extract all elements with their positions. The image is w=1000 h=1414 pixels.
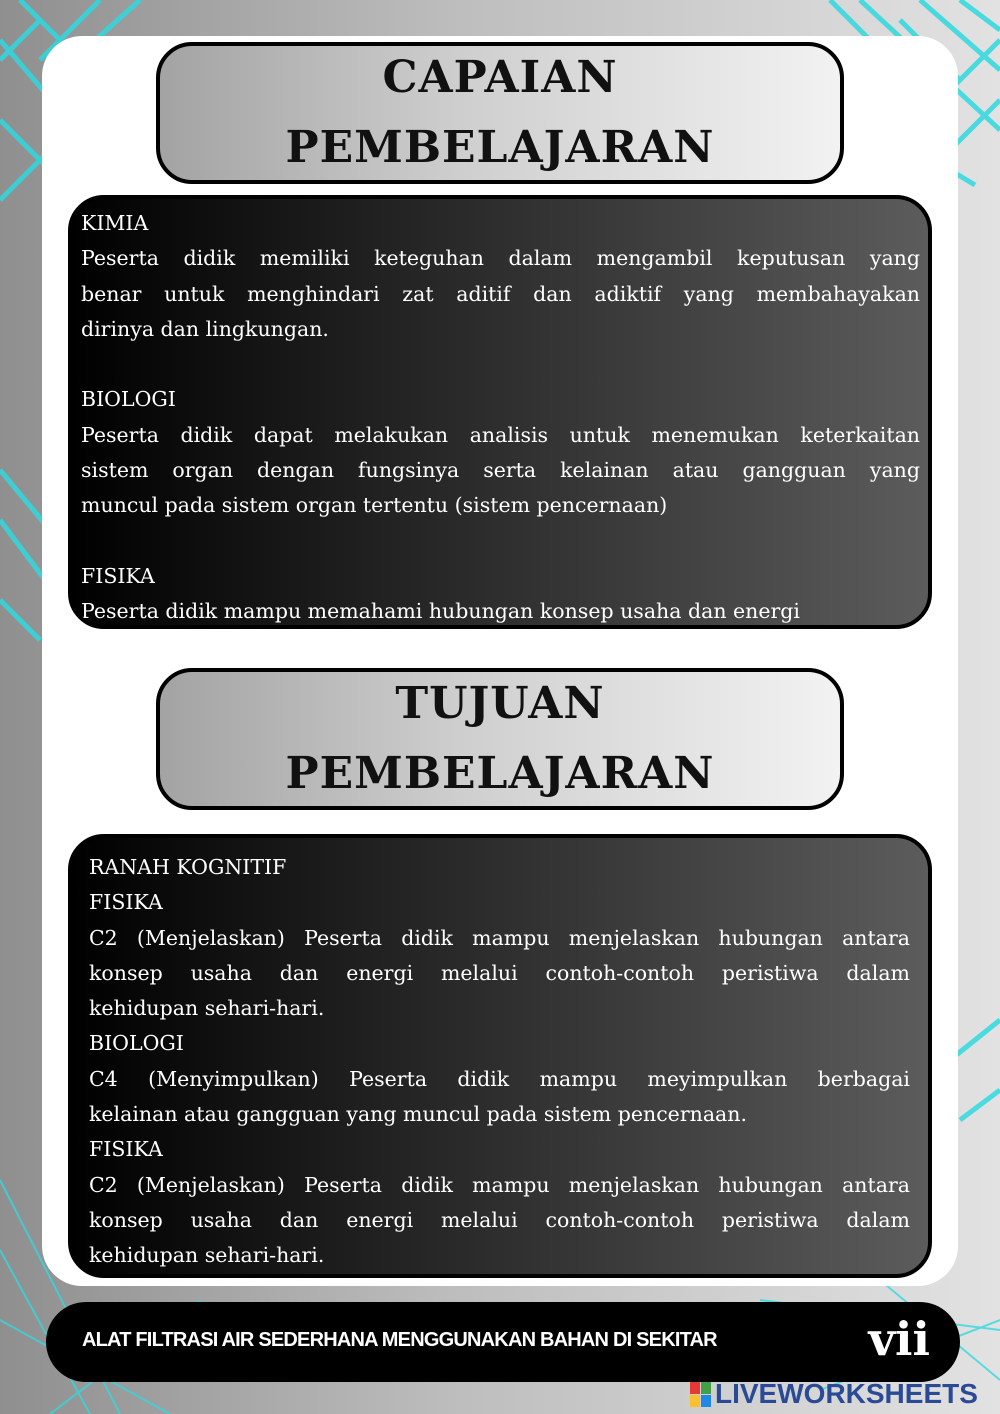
ranah-kognitif-heading: RANAH KOGNITIF: [89, 855, 287, 879]
fisika-objective-line: C2 (Menjelaskan) Peserta didik mampu menjelaskan hubungan antara: [89, 925, 910, 950]
fisika-objective-line: konsep usaha dan energi melalui contoh-contoh peristiwa dalam: [89, 960, 910, 985]
biologi-heading: BIOLOGI: [81, 387, 176, 412]
kimia-heading: KIMIA: [81, 211, 149, 235]
footer-bar: [46, 1302, 960, 1382]
tujuan-content-box: [68, 834, 932, 1278]
capaian-title-line1: CAPAIAN: [382, 52, 618, 103]
tujuan-title-box: [156, 668, 844, 810]
fisika-heading: FISIKA: [89, 890, 163, 915]
biologi-objective-line: C4 (Menyimpulkan) Peserta didik mampu meyimpulkan berbagai: [89, 1066, 910, 1091]
footer-title: ALAT FILTRASI AIR SEDERHANA MENGGUNAKAN BAHAN DI SEKITAR: [82, 1329, 717, 1351]
biologi-heading: BIOLOGI: [89, 1031, 184, 1056]
fisika-objective-line: kehidupan sehari-hari.: [89, 996, 325, 1021]
capaian-content-box: [68, 195, 932, 629]
fisika-objective-line: C2 (Menjelaskan) Peserta didik mampu menjelaskan hubungan antara: [89, 1172, 910, 1197]
tujuan-title-line2: PEMBELAJARAN: [285, 748, 715, 799]
fisika-heading: FISIKA: [89, 1137, 163, 1162]
page-number: vii: [868, 1312, 930, 1366]
fisika-text-line: Peserta didik mampu memahami hubungan konsep usaha dan energi: [81, 599, 800, 624]
fisika-heading: FISIKA: [81, 563, 155, 588]
capaian-title-box: [156, 42, 844, 184]
biologi-text-line: muncul pada sistem organ tertentu (sistem pencernaan): [81, 493, 668, 518]
liveworksheets-logo-icon: [690, 1382, 711, 1407]
biologi-text-line: Peserta didik dapat melakukan analisis untuk menemukan keterkaitan: [81, 422, 920, 447]
watermark-text: LIVEWORKSHEETS: [715, 1378, 978, 1409]
biologi-objective-line: kelainan atau gangguan yang muncul pada sistem pencernaan.: [89, 1102, 747, 1127]
fisika-objective-line: konsep usaha dan energi melalui contoh-contoh peristiwa dalam: [89, 1207, 910, 1232]
kimia-text-line: dirinya dan lingkungan.: [81, 316, 329, 341]
kimia-text-line: Peserta didik memiliki keteguhan dalam mengambil keputusan yang: [81, 246, 920, 271]
kimia-text-line: benar untuk menghindari zat aditif dan adiktif yang membahayakan: [81, 281, 920, 306]
tujuan-title-line1: TUJUAN: [395, 678, 605, 729]
biologi-text-line: sistem organ dengan fungsinya serta kelainan atau gangguan yang: [81, 458, 920, 483]
liveworksheets-watermark[interactable]: [690, 1378, 978, 1410]
capaian-title-line2: PEMBELAJARAN: [285, 122, 715, 173]
fisika-objective-line: kehidupan sehari-hari.: [89, 1243, 325, 1268]
